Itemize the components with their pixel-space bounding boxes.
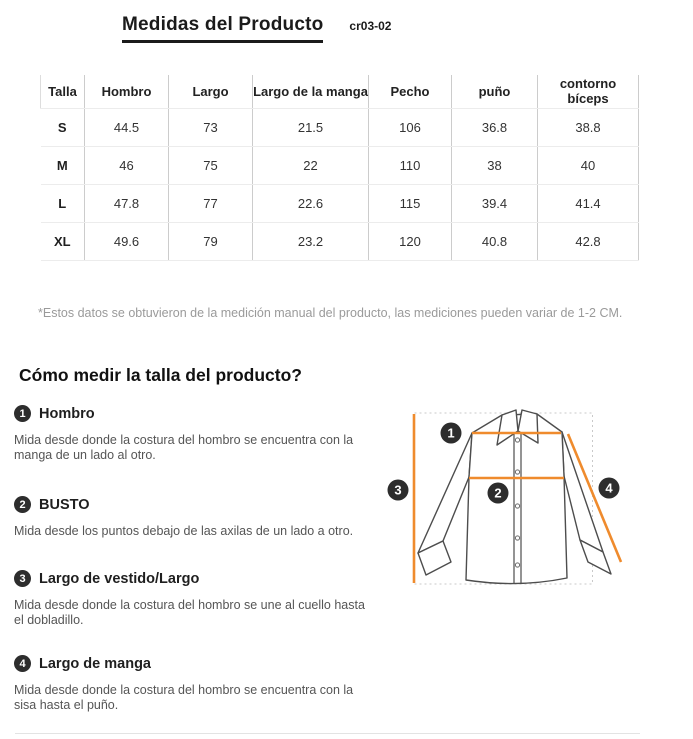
instruction-text: Mida desde donde la costura del hombro se encuentra con la sisa hasta el puño.: [14, 683, 354, 713]
title-block: [122, 14, 391, 43]
value-cell: 40: [538, 146, 639, 184]
number-badge-4-icon: 4: [14, 655, 31, 672]
howto-heading: Cómo medir la talla del producto?: [19, 365, 302, 385]
product-code: cr03-02: [349, 19, 392, 33]
page-title: Medidas del Producto: [122, 14, 323, 43]
instruction-head: [14, 655, 366, 672]
value-cell: 36.8: [452, 108, 538, 146]
table-row-l: [41, 184, 639, 222]
size-cell: S: [41, 108, 85, 146]
column-header-largo-manga: Largo de la manga: [253, 75, 369, 108]
instruction-head: [14, 570, 366, 587]
diagram-badge-1-number: 1: [447, 425, 455, 441]
instruction-title: Hombro: [39, 405, 95, 422]
diagram-badge-1: [441, 423, 462, 444]
value-cell: 120: [369, 222, 452, 260]
instruction-head: [14, 496, 366, 513]
instruction-item-largo-manga: [14, 655, 366, 714]
column-header-talla: Talla: [41, 75, 85, 108]
diagram-badge-4: [599, 478, 620, 499]
value-cell: 79: [169, 222, 253, 260]
value-cell: 106: [369, 108, 452, 146]
column-header-puno: puño: [452, 75, 538, 108]
instruction-title: BUSTO: [39, 496, 90, 513]
instruction-title: Largo de vestido/Largo: [39, 570, 200, 587]
value-cell: 77: [169, 184, 253, 222]
diagram-badge-2: [488, 483, 509, 504]
number-badge-1-icon: 1: [14, 405, 31, 422]
instruction-text: Mida desde donde la costura del hombro se encuentra con la manga de un lado al otro.: [14, 433, 354, 463]
value-cell: 47.8: [85, 184, 169, 222]
value-cell: 115: [369, 184, 452, 222]
instruction-item-hombro: [14, 405, 366, 464]
diagram-badge-3-number: 3: [394, 482, 402, 498]
value-cell: 23.2: [253, 222, 369, 260]
column-header-largo: Largo: [169, 75, 253, 108]
value-cell: 44.5: [85, 108, 169, 146]
size-cell: XL: [41, 222, 85, 260]
number-badge-3-icon: 3: [14, 570, 31, 587]
value-cell: 39.4: [452, 184, 538, 222]
value-cell: 38.8: [538, 108, 639, 146]
diagram-badge-3: [388, 480, 409, 501]
value-cell: 42.8: [538, 222, 639, 260]
instruction-text: Mida desde los puntos debajo de las axilas de un lado a otro.: [14, 524, 354, 538]
number-badge-2-icon: 2: [14, 496, 31, 513]
instruction-title: Largo de manga: [39, 655, 151, 672]
table-row-s: [41, 108, 639, 146]
bottom-divider: [15, 733, 640, 734]
value-cell: 21.5: [253, 108, 369, 146]
measurement-note: *Estos datos se obtuvieron de la medición manual del producto, las mediciones pueden variar de 1-2 CM.: [38, 306, 623, 320]
value-cell: 40.8: [452, 222, 538, 260]
value-cell: 22.6: [253, 184, 369, 222]
value-cell: 49.6: [85, 222, 169, 260]
size-table: [40, 75, 639, 261]
value-cell: 46: [85, 146, 169, 184]
value-cell: 38: [452, 146, 538, 184]
instruction-item-busto: [14, 496, 366, 539]
column-header-hombro: Hombro: [85, 75, 169, 108]
table-header-row: [41, 75, 639, 108]
column-header-pecho: Pecho: [369, 75, 452, 108]
value-cell: 22: [253, 146, 369, 184]
shirt-measurement-diagram: [385, 395, 660, 600]
value-cell: 41.4: [538, 184, 639, 222]
diagram-badge-4-number: 4: [605, 480, 613, 496]
value-cell: 75: [169, 146, 253, 184]
value-cell: 73: [169, 108, 253, 146]
instruction-head: [14, 405, 366, 422]
table-row-xl: [41, 222, 639, 260]
instruction-text: Mida desde donde la costura del hombro se une al cuello hasta el dobladillo.: [14, 598, 365, 628]
size-cell: L: [41, 184, 85, 222]
column-header-contorno-biceps: contorno bíceps: [538, 75, 639, 108]
value-cell: 110: [369, 146, 452, 184]
instruction-item-largo: [14, 570, 366, 629]
table-row-m: [41, 146, 639, 184]
size-cell: M: [41, 146, 85, 184]
diagram-badge-2-number: 2: [494, 485, 502, 501]
